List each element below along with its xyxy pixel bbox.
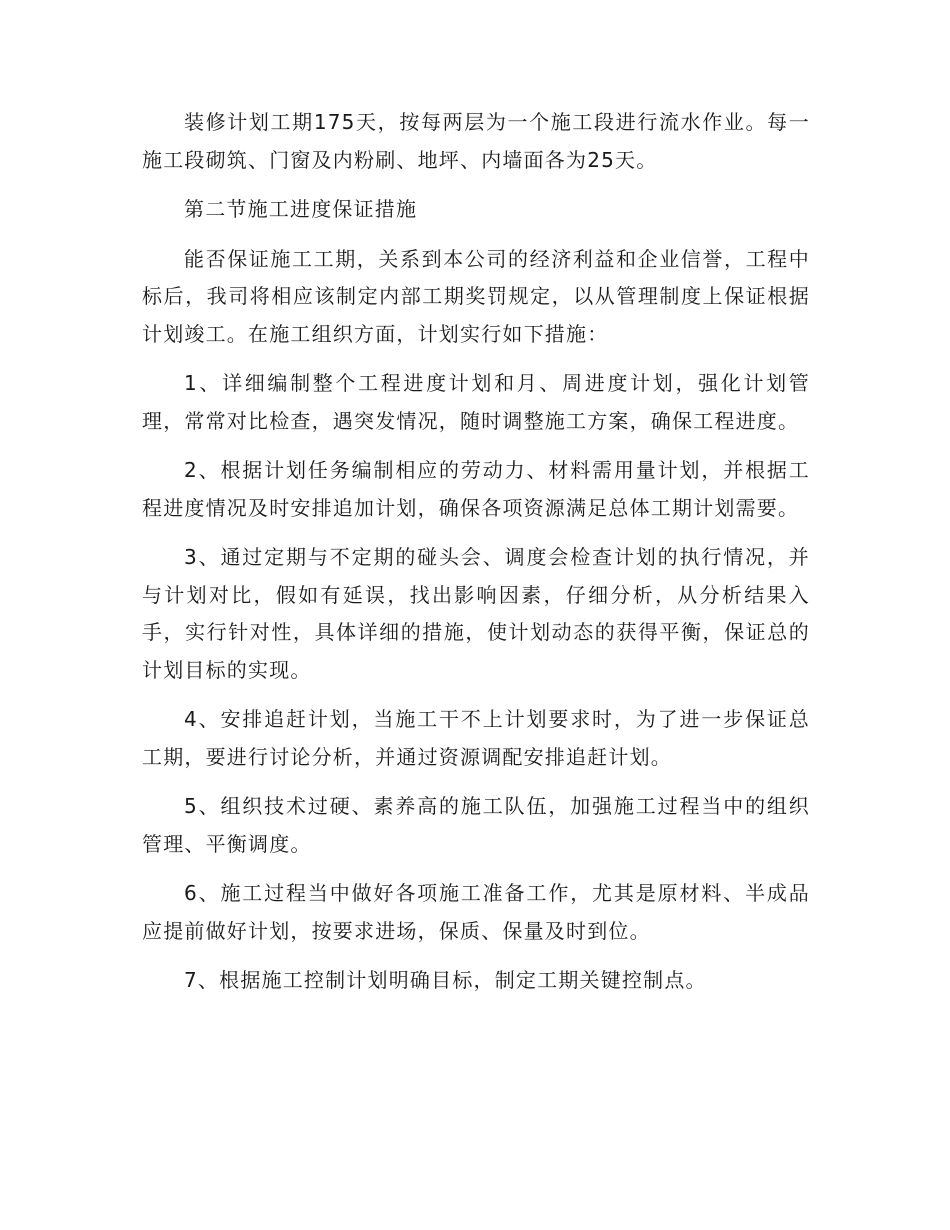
list-item-1: 1、详细编制整个工程进度计划和月、周进度计划，强化计划管理，常常对比检查，遇突发情况，随时调整施工方案，确保工程进度。 [142,371,810,433]
list-item-6: 6、施工过程当中做好各项施工准备工作，尤其是原材料、半成品应提前做好计划，按要求进场，保质、保量及时到位。 [142,881,810,943]
list-item-2: 2、根据计划任务编制相应的劳动力、材料需用量计划，并根据工程进度情况及时安排追加计划，确保各项资源满足总体工期计划需要。 [142,458,810,520]
list-item-5: 5、组织技术过硬、素养高的施工队伍，加强施工过程当中的组织管理、平衡调度。 [142,794,810,856]
document-page [142,104,810,1000]
list-item-4: 4、安排追赶计划，当施工干不上计划要求时，为了进一步保证总工期，要进行讨论分析，并通过资源调配安排追赶计划。 [142,707,810,769]
section-heading: 第二节施工进度保证措施 [184,197,418,221]
paragraph-intro: 能否保证施工工期，关系到本公司的经济利益和企业信誉，工程中标后，我司将相应该制定内部工期奖罚规定，以从管理制度上保证根据计划竣工。在施工组织方面，计划实行如下措施： [142,246,810,346]
list-item-3: 3、通过定期与不定期的碰头会、调度会检查计划的执行情况，并与计划对比，假如有延误，找出影响因素，仔细分析，从分析结果入手，实行针对性，具体详细的措施，使计划动态的获得平衡，保证总的计划目标的实现。 [142,545,810,682]
list-item-7: 7、根据施工控制计划明确目标，制定工期关键控制点。 [184,968,707,992]
paragraph-schedule-overview: 装修计划工期175天，按每两层为一个施工段进行流水作业。每一施工段砌筑、门窗及内粉刷、地坪、内墙面各为25天。 [142,110,810,172]
